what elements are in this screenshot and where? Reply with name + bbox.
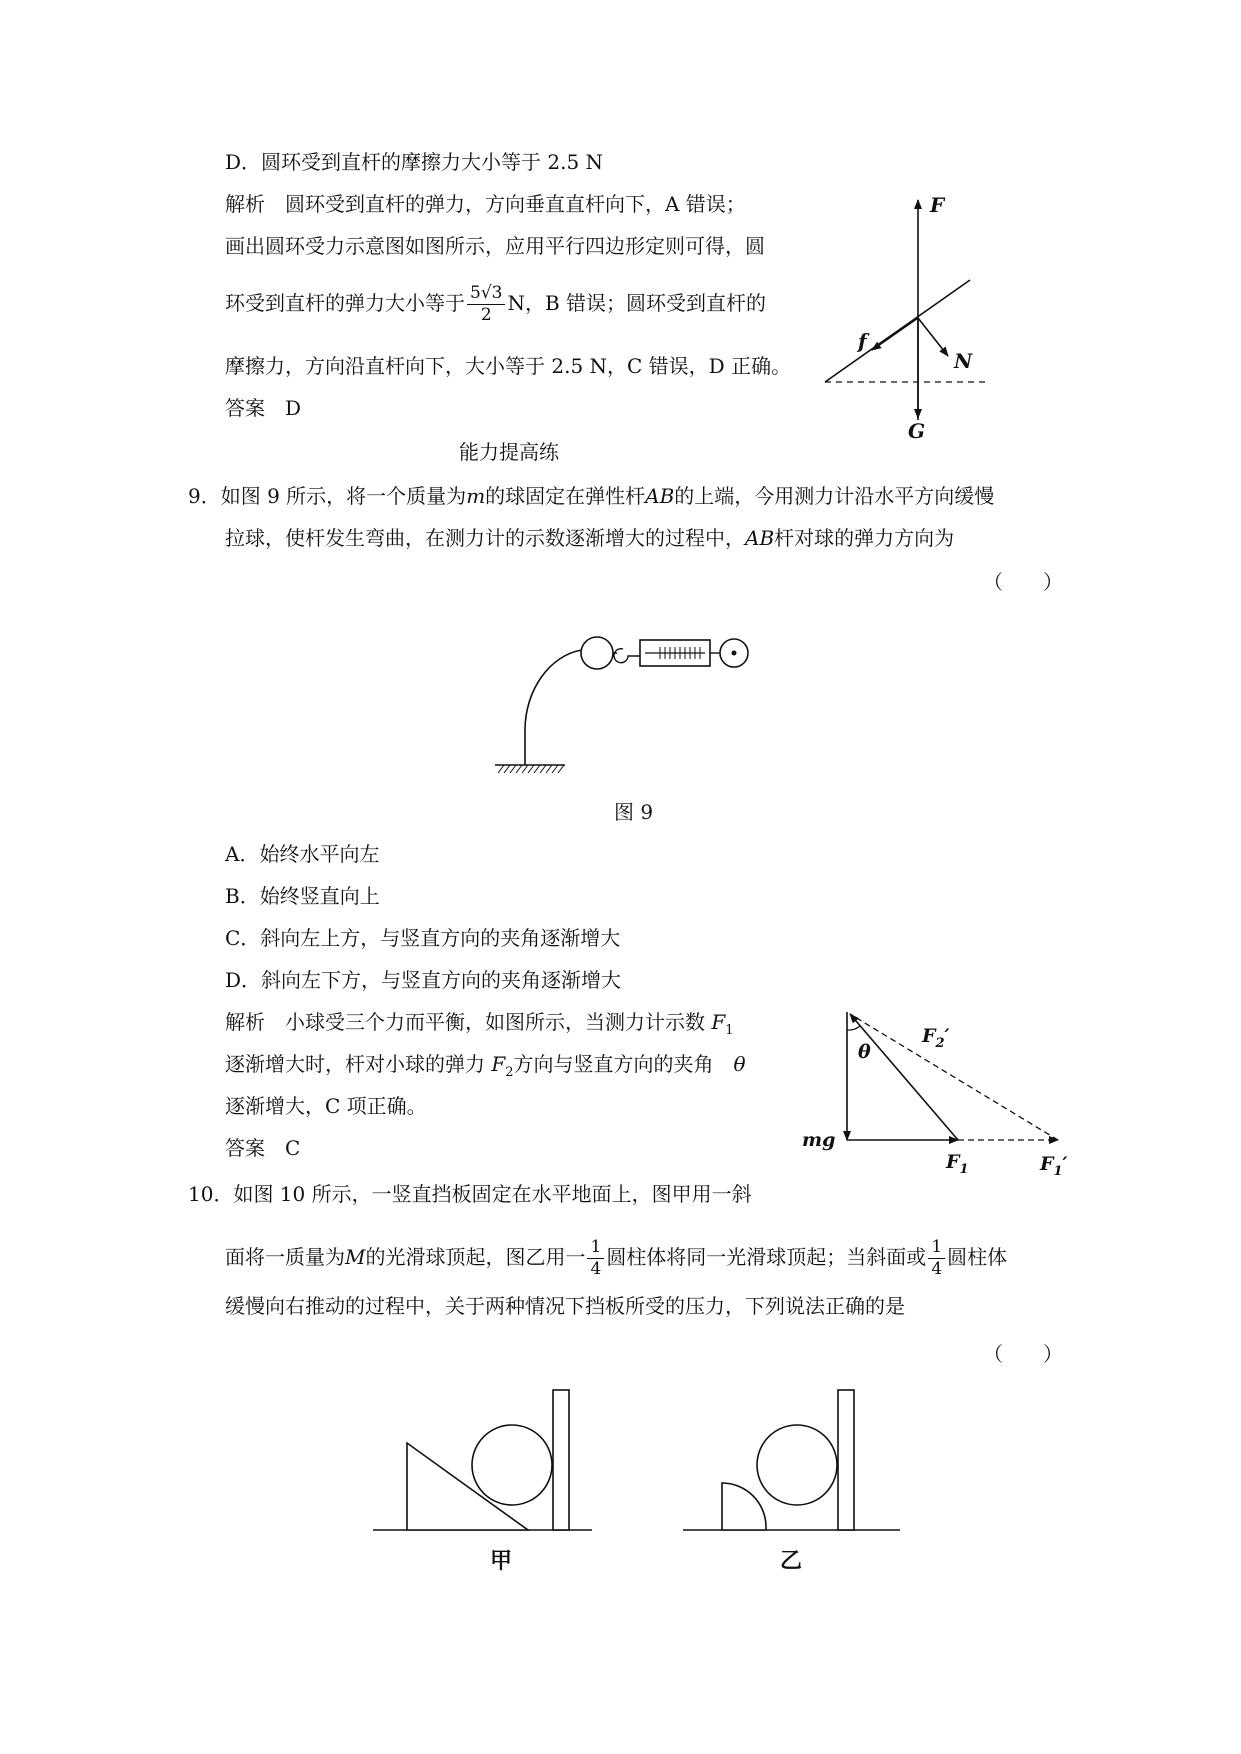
q10-answer-blank: （ ） — [983, 1342, 1063, 1366]
q9-explanation-text2a: 逐渐增大时，杆对小球的弹力 — [225, 1052, 485, 1076]
q10-stem-text1: 如图 10 所示，一竖直挡板固定在水平地面上，图甲用一斜 — [233, 1182, 752, 1206]
q9-explanation-F1: F — [711, 1010, 726, 1034]
q9-F2prime-dashed — [850, 1014, 1058, 1140]
q10-label-yi: 乙 — [780, 1548, 803, 1574]
q9-answer-blank: （ ） — [983, 570, 1063, 594]
q9-stem-b: 的球固定在弹性杆 — [485, 484, 646, 508]
q9-explanation-text1: 小球受三个力而平衡，如图所示，当测力计示数 — [285, 1010, 705, 1034]
q10-number: 10． — [188, 1182, 234, 1206]
q10-stem-line1 — [188, 1182, 752, 1206]
q10-fraction-1-denominator: 4 — [590, 1259, 602, 1279]
q9-ball — [581, 637, 613, 669]
q9-force-triangle — [800, 1000, 1100, 1180]
q10-fraction-2 — [928, 1238, 945, 1279]
q10-stem-text2a: 面将一质量为 — [225, 1245, 345, 1269]
q9-number: 9． — [188, 484, 221, 508]
q9-label-F2prime: $F_2'$ — [922, 1025, 950, 1051]
q9-elastic-rod — [525, 650, 582, 765]
q10-stem-text2b: 的光滑球顶起，图乙用一 — [365, 1245, 586, 1269]
q9-theta-arc — [847, 1026, 860, 1030]
q9-stem-line2a: 拉球，使杆发生弯曲，在测力计的示数逐渐增大的过程中， — [225, 526, 745, 550]
q9-figure-caption: 图 9 — [614, 800, 654, 824]
q9-stem-line2b: 杆对球的弹力方向为 — [774, 526, 955, 550]
q9-stem-c: 的上端，今用测力计沿水平方向缓慢 — [674, 484, 995, 508]
q9-explanation-line3: 逐渐增大，C 项正确。 — [225, 1094, 427, 1118]
q8-label-f: f — [858, 329, 867, 353]
q10-fraction-2-numerator: 1 — [928, 1238, 945, 1259]
q10-stem-text2c: 圆柱体将同一光滑球顶起；当斜面或 — [606, 1245, 927, 1269]
q8-fraction — [467, 284, 505, 325]
q10-fraction-1 — [587, 1238, 604, 1279]
q9-explanation-F2: F — [491, 1052, 506, 1076]
q9-explanation-line2 — [225, 1052, 746, 1085]
q8-explanation-text3a: 环受到直杆的弹力大小等于 — [225, 291, 465, 315]
q8-fraction-numerator: 5√3 — [467, 284, 505, 305]
q8-friction-arrow — [872, 318, 918, 350]
q10-figure-yi — [680, 1385, 920, 1575]
q8-label-G: G — [908, 419, 926, 443]
q9-option-c: C．斜向左上方，与竖直方向的夹角逐渐增大 — [225, 926, 621, 950]
q10-stem-M: M — [345, 1245, 366, 1269]
q9-stem-ab1: AB — [645, 484, 675, 508]
q8-explanation-label: 解析 — [225, 192, 265, 216]
q8-explanation-line3 — [225, 284, 766, 325]
q8-label-N: N — [954, 349, 973, 373]
q8-answer-value: D — [285, 396, 302, 420]
q10-yi-quarter-cylinder — [722, 1483, 766, 1530]
q9-figure-9 — [490, 610, 790, 780]
q9-label-F1: $F_1$ — [946, 1151, 969, 1177]
q10-jia-ball — [472, 1425, 552, 1505]
q8-label-F: F — [930, 193, 945, 217]
q8-answer — [225, 396, 301, 420]
q9-pull-ring-dot — [732, 651, 737, 656]
q8-force-diagram — [820, 190, 1000, 443]
q9-F2-arrow — [850, 1014, 958, 1140]
q8-explanation-text3b: N，B 错误；圆环受到直杆的 — [507, 291, 767, 315]
q10-stem-text2d: 圆柱体 — [947, 1245, 1008, 1269]
q9-label-theta: θ — [858, 1041, 871, 1063]
q10-stem-line3: 缓慢向右推动的过程中，关于两种情况下挡板所受的压力，下列说法正确的是 — [225, 1294, 905, 1318]
q8-explanation-line4: 摩擦力，方向沿直杆向下，大小等于 2.5 N，C 错误，D 正确。 — [225, 354, 792, 378]
q9-explanation-line1 — [225, 1010, 734, 1043]
q10-fraction-2-denominator: 4 — [931, 1259, 943, 1279]
q9-stem-line2 — [225, 526, 954, 550]
q9-explanation-F2-sub: 2 — [505, 1065, 514, 1080]
q10-label-jia: 甲 — [490, 1548, 513, 1574]
q9-answer-value: C — [285, 1136, 301, 1160]
q9-explanation-text2b: 方向与竖直方向的夹角 — [513, 1052, 714, 1076]
q9-answer-label: 答案 — [225, 1136, 265, 1160]
q8-answer-label: 答案 — [225, 396, 265, 420]
q9-stem-line1 — [188, 484, 994, 508]
q10-yi-baffle — [838, 1390, 854, 1530]
q9-option-b: B．始终竖直向上 — [225, 884, 380, 908]
q8-option-d: D．圆环受到直杆的摩擦力大小等于 2.5 N — [225, 150, 604, 174]
q8-explanation-line1 — [225, 192, 746, 216]
q9-label-F1prime: $F_1'$ — [1040, 1153, 1068, 1179]
q9-option-d: D．斜向左下方，与竖直方向的夹角逐渐增大 — [225, 968, 622, 992]
q10-stem-line2 — [225, 1238, 1007, 1279]
q10-yi-ball — [757, 1425, 837, 1505]
q8-explanation-line2: 画出圆环受力示意图如图所示，应用平行四边形定则可得，圆 — [225, 234, 765, 258]
q8-rod-line — [825, 280, 970, 382]
q8-normal-arrow — [918, 318, 948, 356]
q9-stem-m: m — [466, 484, 486, 508]
q9-label-mg: mg — [802, 1129, 836, 1151]
q9-stem-a: 如图 9 所示，将一个质量为 — [220, 484, 467, 508]
q9-hook — [613, 649, 640, 663]
q9-explanation-theta: θ — [733, 1052, 746, 1076]
q10-figure-jia — [370, 1385, 610, 1575]
q10-fraction-1-numerator: 1 — [587, 1238, 604, 1259]
q9-ground-hatching — [498, 765, 564, 773]
section-title: 能力提高练 — [459, 440, 559, 464]
q9-stem-ab2: AB — [745, 526, 775, 550]
q9-explanation-label: 解析 — [225, 1010, 265, 1034]
q8-explanation-text1: 圆环受到直杆的弹力，方向垂直直杆向下，A 错误； — [285, 192, 746, 216]
q10-jia-baffle — [553, 1390, 569, 1530]
q9-explanation-F1-sub: 1 — [725, 1023, 734, 1038]
q8-fraction-denominator: 2 — [480, 305, 492, 325]
q9-option-a: A．始终水平向左 — [225, 842, 380, 866]
q9-answer — [225, 1136, 300, 1160]
